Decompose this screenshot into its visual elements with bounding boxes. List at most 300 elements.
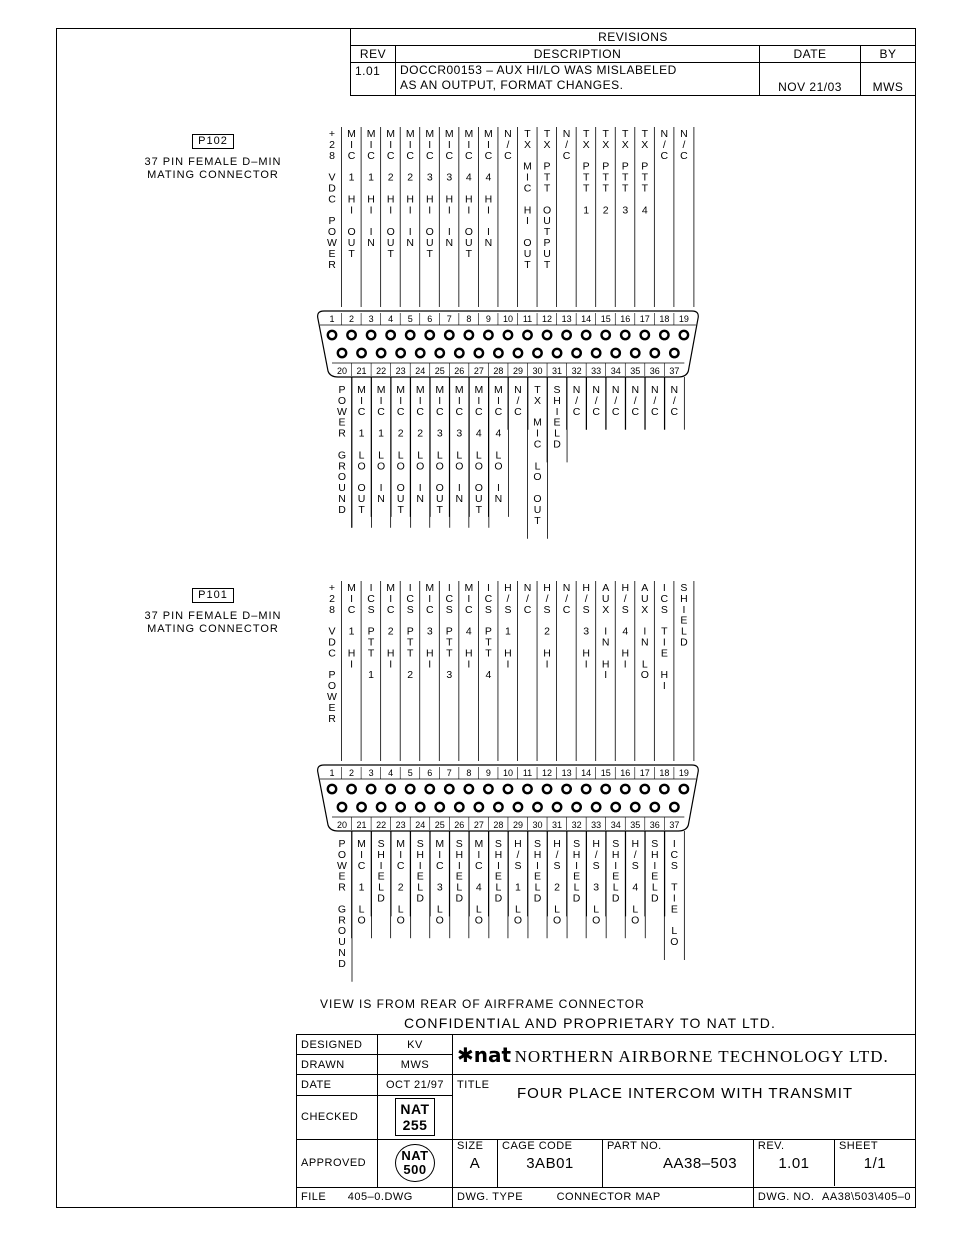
svg-text:V: V (328, 171, 336, 184)
svg-text:U: U (601, 592, 610, 605)
svg-text:M: M (357, 838, 366, 850)
svg-text:I: I (477, 394, 481, 407)
svg-text:I: I (418, 859, 422, 872)
svg-text:C: C (445, 592, 454, 605)
pin-number: 17 (639, 314, 650, 324)
svg-text:N: N (406, 237, 414, 249)
cage-value: 3AB01 (526, 1155, 574, 1173)
svg-text:M: M (425, 128, 435, 140)
svg-text:S: S (494, 838, 502, 850)
svg-text:L: L (358, 449, 365, 462)
svg-text:O: O (337, 471, 347, 484)
svg-text:S: S (445, 603, 453, 616)
file-label: FILE (301, 1191, 327, 1204)
svg-text:H: H (523, 204, 532, 217)
svg-text:I: I (408, 138, 412, 151)
pin-label (534, 838, 542, 905)
svg-text:3: 3 (583, 625, 590, 638)
pin-number: 13 (561, 768, 572, 778)
pin-contact (484, 785, 492, 793)
svg-text:P: P (445, 625, 453, 638)
svg-text:T: T (543, 128, 551, 140)
pin-label (425, 582, 434, 670)
svg-text:I: I (486, 582, 490, 594)
svg-text:C: C (660, 592, 669, 605)
svg-text:C: C (475, 859, 483, 872)
svg-text:M: M (464, 582, 474, 594)
svg-text:I: I (662, 680, 666, 693)
svg-text:/: / (506, 592, 510, 605)
pin-contact (367, 331, 375, 339)
svg-text:H: H (347, 193, 356, 206)
pin-label (367, 582, 375, 681)
svg-text:H: H (367, 193, 375, 206)
svg-text:C: C (533, 438, 542, 451)
pin-number: 5 (407, 768, 413, 778)
pin-number: 6 (427, 314, 433, 324)
svg-text:2: 2 (329, 592, 335, 605)
svg-text:D: D (328, 182, 336, 195)
svg-text:T: T (367, 647, 375, 660)
pin-number: 20 (336, 820, 348, 830)
svg-text:S: S (592, 859, 600, 872)
svg-text:I: I (447, 204, 451, 217)
pin-label (357, 838, 366, 926)
svg-text:I: I (418, 394, 422, 407)
approved-label: APPROVED (297, 1140, 378, 1188)
svg-text:I: I (614, 859, 618, 872)
svg-text:O: O (542, 204, 552, 217)
svg-text:/: / (555, 848, 559, 861)
svg-text:4: 4 (632, 881, 639, 894)
pin-number: 5 (407, 314, 413, 324)
svg-text:U: U (357, 493, 366, 505)
svg-text:P: P (582, 160, 590, 173)
svg-text:L: L (554, 427, 560, 440)
pin-number: 35 (630, 366, 641, 376)
file-cell (297, 1187, 453, 1207)
pin-label (327, 582, 337, 725)
svg-text:T: T (582, 182, 590, 195)
pin-contact (357, 803, 365, 811)
pin-contact (475, 349, 483, 357)
pin-contact (660, 785, 668, 793)
pin-label (435, 384, 444, 516)
svg-text:L: L (378, 449, 385, 462)
svg-text:3: 3 (436, 427, 443, 440)
svg-text:M: M (474, 384, 484, 396)
svg-text:I: I (643, 625, 647, 638)
pin-number: 18 (659, 314, 670, 324)
svg-text:I: I (428, 658, 432, 671)
svg-text:C: C (523, 182, 532, 195)
svg-text:P: P (328, 669, 336, 682)
pin-number: 22 (376, 366, 387, 376)
pin-number: 32 (571, 820, 582, 830)
svg-text:C: C (455, 405, 464, 418)
pin-label (396, 838, 405, 926)
svg-text:L: L (456, 881, 463, 894)
svg-text:T: T (641, 182, 649, 195)
svg-text:I: I (526, 215, 529, 228)
svg-text:W: W (337, 859, 347, 872)
svg-text:S: S (651, 838, 659, 850)
svg-text:1: 1 (358, 881, 365, 894)
company-name: NORTHERN AIRBORNE TECHNOLOGY LTD. (514, 1046, 889, 1066)
svg-text:I: I (408, 204, 412, 217)
pin-label (377, 384, 386, 505)
svg-text:I: I (467, 204, 471, 217)
pin-label (504, 582, 512, 670)
svg-text:T: T (406, 647, 414, 660)
svg-text:S: S (406, 603, 414, 616)
pin-label (641, 128, 648, 216)
svg-text:+: + (328, 128, 336, 140)
svg-text:I: I (457, 482, 461, 495)
pin-number: 15 (600, 768, 611, 778)
svg-text:L: L (397, 449, 404, 462)
pin-number: 35 (630, 820, 641, 830)
pin-contact (475, 803, 483, 811)
svg-text:3: 3 (456, 427, 463, 440)
pin-contact (602, 331, 610, 339)
pin-contact (523, 785, 531, 793)
pin-label (327, 128, 337, 271)
pin-label (504, 128, 512, 162)
svg-text:U: U (641, 592, 649, 605)
svg-text:P: P (406, 625, 414, 638)
pin-contact (612, 349, 620, 357)
pin-label (612, 384, 620, 418)
svg-text:/: / (633, 848, 637, 861)
svg-text:T: T (582, 171, 590, 184)
pin-number: 24 (415, 366, 426, 376)
svg-text:O: O (474, 482, 483, 495)
svg-text:E: E (494, 870, 502, 883)
pin-label (357, 384, 366, 516)
pin-number: 32 (571, 366, 582, 376)
svg-text:L: L (612, 881, 619, 894)
svg-text:I: I (496, 482, 500, 495)
pin-contact (523, 331, 531, 339)
svg-text:T: T (524, 258, 531, 271)
svg-text:L: L (397, 903, 404, 916)
pin-label (386, 128, 395, 260)
svg-text:E: E (660, 647, 668, 660)
svg-text:R: R (338, 914, 346, 927)
pin-number: 23 (395, 820, 406, 830)
pin-label (495, 838, 503, 905)
svg-text:H: H (494, 848, 503, 861)
pin-contact (572, 803, 580, 811)
rev-sheet-cell (753, 1140, 915, 1188)
svg-text:X: X (641, 138, 649, 151)
svg-text:L: L (515, 903, 521, 916)
pin-contact (436, 803, 444, 811)
pin-contact (543, 785, 551, 793)
pin-contact (660, 331, 668, 339)
svg-text:M: M (444, 128, 454, 140)
svg-text:T: T (641, 128, 649, 140)
svg-text:4: 4 (641, 204, 648, 217)
svg-text:I: I (350, 138, 354, 151)
size-label: SIZE (457, 1140, 484, 1153)
svg-text:N: N (377, 493, 385, 505)
pin-label (446, 582, 454, 681)
svg-text:N: N (455, 493, 464, 505)
svg-text:M: M (484, 128, 493, 140)
svg-text:C: C (367, 149, 375, 162)
svg-text:I: I (379, 859, 383, 872)
svg-text:H: H (680, 592, 688, 605)
svg-text:O: O (386, 226, 395, 239)
pin-label (523, 128, 532, 271)
svg-text:O: O (533, 493, 542, 505)
svg-text:2: 2 (554, 881, 560, 894)
svg-text:C: C (367, 592, 375, 605)
svg-text:V: V (328, 625, 336, 638)
svg-text:M: M (386, 582, 396, 594)
file-value: 405–0.DWG (347, 1191, 413, 1204)
svg-text:O: O (377, 460, 386, 473)
svg-text:O: O (435, 914, 444, 927)
pin-contact (670, 349, 678, 357)
pin-number: 15 (600, 314, 611, 324)
dwg-no-cell (753, 1187, 915, 1207)
svg-text:I: I (350, 592, 354, 605)
svg-text:L: L (632, 903, 639, 916)
pin-contact (426, 331, 434, 339)
svg-text:I: I (496, 394, 500, 407)
svg-text:C: C (670, 848, 679, 861)
connector-id: P101 (192, 588, 234, 603)
svg-text:O: O (474, 460, 483, 473)
svg-text:O: O (337, 925, 347, 938)
drawing-title: FOUR PLACE INTERCOM WITH TRANSMIT (517, 1085, 854, 1103)
svg-text:C: C (377, 405, 385, 418)
svg-text:M: M (523, 160, 532, 173)
connector-desc-line1: 37 PIN FEMALE D–MIN (144, 156, 282, 168)
svg-text:N: N (445, 237, 454, 249)
svg-text:I: I (408, 582, 412, 594)
svg-text:T: T (622, 182, 629, 195)
pin-label (456, 838, 464, 905)
svg-text:T: T (446, 647, 453, 660)
pin-contact (357, 349, 365, 357)
pin-number: 10 (502, 768, 513, 778)
pin-number: 4 (388, 314, 394, 324)
pin-number: 31 (552, 366, 563, 376)
svg-text:I: I (389, 592, 393, 605)
svg-text:I: I (428, 138, 432, 151)
svg-text:P: P (338, 384, 346, 396)
svg-text:X: X (602, 138, 610, 151)
svg-text:I: I (408, 226, 412, 239)
svg-text:4: 4 (475, 881, 482, 894)
svg-text:C: C (445, 149, 454, 162)
svg-text:S: S (680, 582, 688, 594)
pin-contact (416, 803, 424, 811)
pin-label (455, 384, 464, 505)
svg-text:4: 4 (622, 625, 629, 638)
svg-text:3: 3 (436, 881, 443, 894)
svg-text:O: O (435, 460, 444, 473)
pin-number: 34 (610, 366, 621, 376)
pin-label (661, 128, 669, 162)
svg-text:O: O (455, 460, 464, 473)
svg-text:O: O (631, 914, 640, 927)
pin-label (651, 384, 659, 418)
connector-diagram-p102 (0, 125, 954, 565)
pin-label (573, 384, 581, 418)
svg-text:3: 3 (446, 669, 453, 682)
svg-text:H: H (631, 838, 640, 850)
svg-text:H: H (406, 193, 414, 206)
svg-text:C: C (484, 149, 493, 162)
pin-contact (543, 331, 551, 339)
pin-number: 24 (415, 820, 426, 830)
svg-text:O: O (396, 914, 405, 927)
pin-contact (484, 331, 492, 339)
pin-label (337, 384, 347, 516)
pin-label (464, 582, 473, 670)
pin-label (631, 838, 639, 926)
designed-value: KV (378, 1035, 453, 1055)
svg-text:O: O (396, 460, 405, 473)
svg-text:T: T (543, 182, 551, 195)
svg-text:D: D (680, 636, 688, 649)
svg-text:M: M (435, 384, 445, 396)
svg-text:M: M (347, 582, 356, 594)
svg-text:H: H (621, 582, 630, 594)
svg-text:O: O (464, 226, 473, 239)
rev-block (754, 1140, 835, 1186)
rev-description-line1: DOCCR00153 – AUX HI/LO WAS MISLABELED (400, 63, 677, 77)
pin-label (622, 128, 629, 216)
svg-text:H: H (543, 582, 551, 594)
svg-text:N: N (592, 384, 600, 396)
svg-text:P: P (641, 160, 649, 173)
svg-text:L: L (593, 903, 600, 916)
tb-rev-value: 1.01 (778, 1155, 810, 1173)
svg-text:2: 2 (417, 427, 424, 440)
pin-number: 26 (454, 366, 465, 376)
svg-text:E: E (670, 903, 678, 916)
svg-text:I: I (360, 394, 364, 407)
pin-contact (631, 803, 639, 811)
svg-text:T: T (543, 171, 551, 184)
svg-text:/: / (506, 138, 510, 151)
svg-text:T: T (475, 503, 483, 516)
svg-text:I: I (653, 859, 657, 872)
svg-text:M: M (396, 384, 406, 396)
svg-text:/: / (516, 394, 520, 407)
svg-text:T: T (446, 636, 453, 649)
svg-text:D: D (553, 438, 561, 451)
pin-number: 37 (669, 366, 680, 376)
svg-text:H: H (601, 658, 610, 671)
pin-label (641, 582, 649, 681)
svg-text:I: I (399, 848, 403, 861)
svg-text:I: I (418, 482, 422, 495)
pin-contact (347, 785, 355, 793)
svg-text:P: P (543, 237, 551, 249)
svg-text:C: C (435, 859, 444, 872)
svg-text:C: C (328, 647, 336, 660)
svg-text:/: / (565, 592, 569, 605)
svg-text:C: C (660, 149, 669, 162)
svg-text:C: C (523, 603, 532, 616)
part-cell (603, 1140, 754, 1188)
svg-text:X: X (621, 138, 629, 151)
pin-label (416, 838, 424, 905)
svg-text:C: C (347, 603, 356, 616)
svg-text:O: O (425, 226, 434, 239)
svg-text:C: C (572, 405, 581, 418)
sheet-block (835, 1140, 915, 1186)
svg-text:L: L (417, 881, 424, 894)
svg-text:T: T (543, 258, 551, 271)
pin-number: 23 (395, 366, 406, 376)
dwg-type-cell (453, 1187, 754, 1207)
svg-text:W: W (327, 691, 337, 703)
pin-contact (406, 785, 414, 793)
part-value: AA38–503 (663, 1155, 738, 1173)
svg-text:H: H (553, 394, 561, 407)
svg-text:H: H (504, 582, 512, 594)
pin-number: 9 (485, 768, 491, 778)
svg-text:M: M (464, 128, 474, 140)
svg-text:I: I (369, 138, 373, 151)
svg-text:I: I (486, 138, 490, 151)
pin-label (533, 384, 542, 527)
svg-text:2: 2 (407, 171, 414, 184)
pin-number: 29 (512, 366, 523, 376)
pin-number: 20 (336, 366, 348, 376)
svg-text:1: 1 (358, 427, 365, 440)
pin-number: 10 (502, 314, 513, 324)
svg-text:H: H (347, 647, 356, 660)
svg-text:L: L (495, 881, 502, 894)
svg-text:I: I (369, 204, 373, 217)
svg-text:H: H (455, 848, 464, 861)
svg-text:I: I (496, 859, 500, 872)
rev-by: MWS (861, 63, 916, 96)
pin-number: 30 (532, 820, 543, 830)
svg-text:L: L (680, 625, 687, 638)
svg-text:L: L (671, 925, 678, 938)
svg-text:I: I (389, 138, 393, 151)
cage-label: CAGE CODE (502, 1140, 573, 1153)
pin-number: 28 (493, 820, 504, 830)
pin-contact (455, 803, 463, 811)
svg-text:1: 1 (348, 625, 355, 638)
pin-contact (582, 785, 590, 793)
pin-number: 8 (466, 768, 472, 778)
pin-number: 29 (512, 820, 523, 830)
pin-label (377, 838, 385, 905)
drawn-label: DRAWN (297, 1055, 378, 1075)
pin-number: 19 (678, 768, 689, 778)
svg-text:I: I (379, 482, 383, 495)
svg-text:P: P (367, 625, 375, 638)
pin-contact (562, 331, 570, 339)
svg-text:U: U (338, 936, 346, 949)
pin-contact (514, 349, 522, 357)
pin-label (435, 838, 444, 926)
pin-label (621, 582, 629, 670)
pin-contact (651, 803, 659, 811)
